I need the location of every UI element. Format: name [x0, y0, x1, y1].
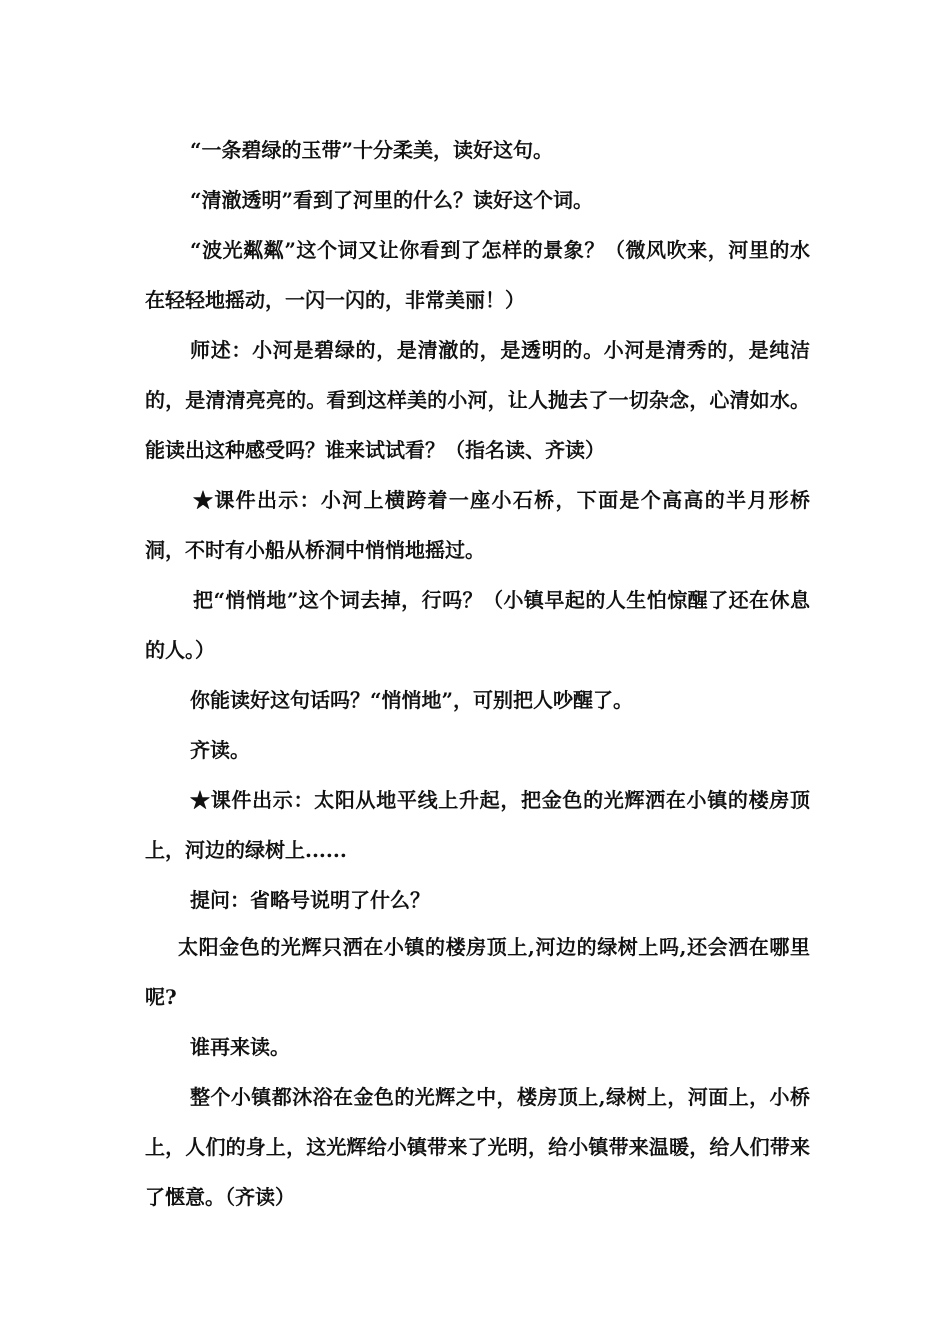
paragraph-remove-quietly: 把“悄悄地”这个词去掉，行吗？（小镇早起的人生怕惊醒了还在休息的人。）: [145, 588, 810, 662]
paragraph-teacher-narration: 师述：小河是碧绿的，是清澈的，是透明的。小河是清秀的，是纯洁的，是清清亮亮的。看到这样美的小河，让人抛去了一切杂念，心清如水。能读出这种感受吗？谁来试试看？（指名读、齐读）: [145, 338, 810, 462]
paragraph-read-together: 齐读。: [190, 738, 250, 762]
paragraph-who-reads-again: 谁再来读。: [190, 1035, 290, 1059]
paragraph-question-ellipsis: 提问：省略号说明了什么？: [190, 888, 430, 912]
paragraph-jade-ribbon: “一条碧绿的玉带”十分柔美，读好这句。: [190, 138, 554, 162]
paragraph-courseware-bridge: ★课件出示：小河上横跨着一座小石桥，下面是个高高的半月形桥洞，不时有小船从桥洞中悄悄地摇过。: [145, 488, 810, 562]
paragraph-golden-town: 整个小镇都沐浴在金色的光辉之中，楼房顶上,绿树上，河面上，小桥上，人们的身上，这光辉给小镇带来了光明，给小镇带来温暖，给人们带来了惬意。（齐读）: [145, 1085, 810, 1209]
paragraph-sparkling-waves: “波光粼粼”这个词又让你看到了怎样的景象？（微风吹来，河里的水在轻轻地摇动，一闪一闪的，非常美丽！）: [145, 238, 810, 312]
paragraph-courseware-sun: ★课件出示：太阳从地平线上升起，把金色的光辉洒在小镇的楼房顶上，河边的绿树上......: [145, 788, 810, 862]
paragraph-read-sentence: 你能读好这句话吗？“悄悄地”，可别把人吵醒了。: [190, 688, 634, 712]
paragraph-where-else: 太阳金色的光辉只洒在小镇的楼房顶上,河边的绿树上吗,还会洒在哪里呢?: [145, 935, 810, 1009]
paragraph-clear-transparent: “清澈透明”看到了河里的什么？读好这个词。: [190, 188, 594, 212]
